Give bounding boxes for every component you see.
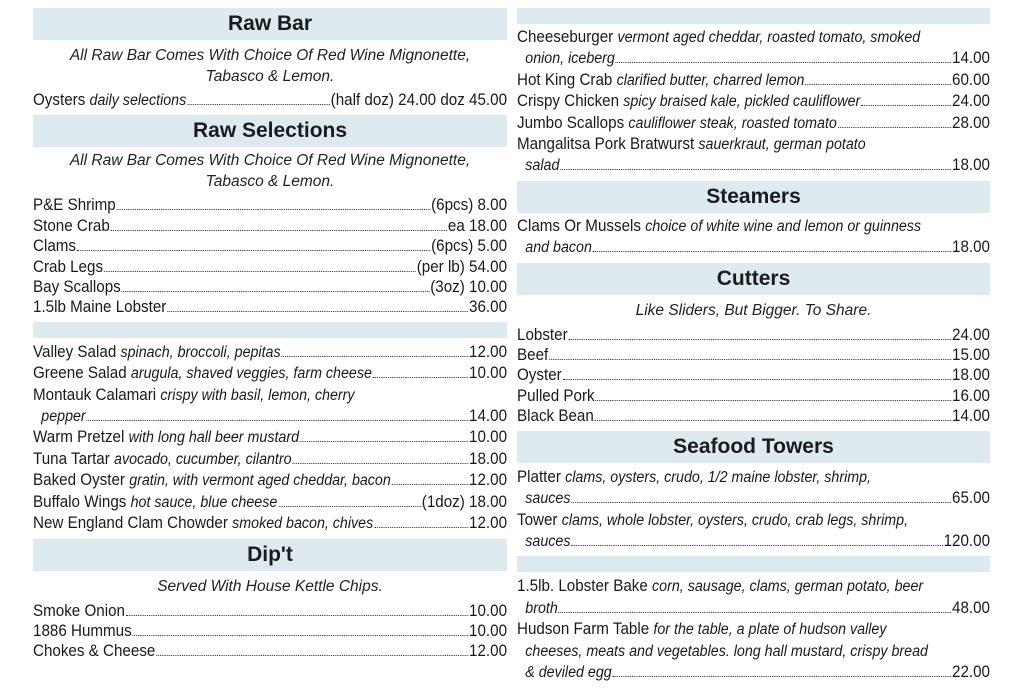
item-price: 14.00 — [952, 407, 991, 426]
leader-dots — [156, 655, 468, 656]
leader-dots — [278, 506, 421, 507]
menu-item — [517, 345, 990, 365]
item-name: Beef — [517, 346, 549, 365]
leader-dots — [559, 612, 951, 613]
section-title: Cutters — [716, 266, 791, 290]
menu-item — [33, 449, 507, 470]
item-description-cont: & deviled egg — [525, 663, 612, 681]
item-description: choice of white wine and lemon or guinness — [645, 217, 922, 235]
item-description-cont: broth — [525, 599, 558, 617]
menu-item — [517, 467, 990, 510]
item-price: 12.00 — [469, 642, 508, 661]
leader-dots — [292, 463, 468, 464]
leader-dots — [373, 377, 468, 378]
menu-item — [33, 641, 507, 661]
item-description: clarified butter, charred lemon — [616, 71, 805, 89]
item-name: Chokes & Cheese — [33, 642, 156, 661]
menu-item — [33, 363, 507, 384]
leader-dots — [300, 441, 468, 442]
section-title: Raw Bar — [227, 12, 313, 35]
item-price: 12.00 — [469, 342, 508, 361]
item-price: 24.00 — [952, 92, 991, 111]
item-name: Jumbo Scallops — [517, 113, 625, 132]
leader-dots — [613, 676, 951, 677]
item-description: cauliflower steak, roasted tomato — [628, 114, 837, 132]
section-title: Dip't — [247, 542, 293, 566]
item-name: Clams — [33, 237, 77, 256]
item-name: Lobster — [517, 325, 568, 344]
item-price: (1doz) 18.00 — [421, 492, 508, 511]
menu-item — [33, 621, 507, 641]
item-price: 28.00 — [952, 113, 991, 132]
item-description: with long hall beer mustard — [128, 429, 300, 447]
menu-item — [33, 297, 507, 317]
section-header-cutters — [517, 263, 990, 295]
leader-dots — [187, 104, 330, 105]
item-price: 10.00 — [469, 621, 508, 640]
note-line: All Raw Bar Comes With Choice Of Red Wine Mignonette, — [69, 47, 471, 64]
section-note: Like Sliders, But Bigger. To Share. — [635, 301, 872, 319]
section-header-raw-bar — [33, 8, 507, 40]
item-price: 16.00 — [952, 386, 991, 405]
item-name: Baked Oyster — [33, 471, 125, 490]
menu-item — [33, 513, 507, 534]
menu-item — [33, 601, 507, 621]
menu-item — [517, 386, 990, 406]
item-name: Crab Legs — [33, 257, 104, 276]
item-description-cont: salad — [525, 157, 560, 175]
item-price: ea 18.00 — [447, 216, 508, 235]
menu-item — [517, 619, 990, 683]
section-note: Served With House Kettle Chips. — [157, 577, 383, 595]
item-price: 14.00 — [469, 407, 508, 426]
item-description: smoked bacon, chives — [232, 515, 374, 533]
menu-item — [517, 325, 990, 345]
menu-item — [33, 216, 507, 236]
leader-dots — [282, 356, 469, 357]
leader-dots — [87, 420, 468, 421]
item-description-cont: onion, iceberg — [525, 50, 615, 68]
menu-item — [33, 195, 507, 215]
section-title: Raw Selections — [192, 119, 348, 143]
leader-dots — [167, 311, 468, 312]
left-column — [33, 0, 507, 662]
section-header-mains — [517, 8, 990, 24]
menu-item — [33, 236, 507, 256]
item-name: Montauk Calamari — [33, 385, 157, 404]
item-price: 18.00 — [952, 238, 991, 257]
leader-dots — [374, 527, 468, 528]
note-line: Tabasco & Lemon. — [205, 68, 335, 85]
leader-dots — [571, 545, 942, 546]
menu-item — [33, 492, 507, 513]
item-price: 10.00 — [469, 364, 508, 383]
section-header-steamers — [517, 181, 990, 213]
item-name: 1.5lb Maine Lobster — [33, 298, 167, 317]
item-description-cont: pepper — [41, 408, 86, 426]
item-description-cont: cheeses, meats and vegetables. long hall mustard, crispy bread — [525, 642, 928, 660]
item-name: Smoke Onion — [33, 601, 125, 620]
item-price: 48.00 — [952, 598, 991, 617]
item-price: 65.00 — [952, 489, 991, 508]
item-price: (6pcs) 5.00 — [431, 237, 508, 256]
item-name: Stone Crab — [33, 216, 110, 235]
item-name: Platter — [517, 467, 561, 486]
section-title: Seafood Towers — [673, 434, 834, 458]
section-note — [33, 147, 507, 195]
item-description: for the table, a plate of hudson valley — [653, 621, 887, 639]
leader-dots — [126, 615, 468, 616]
section-header-specials — [517, 556, 990, 572]
item-description: clams, oysters, crudo, 1/2 maine lobster, shrimp, — [565, 468, 872, 486]
note-line: All Raw Bar Comes With Choice Of Red Wine Mignonette, — [69, 152, 471, 170]
menu-item — [517, 406, 990, 426]
item-description-cont: sauces — [525, 490, 571, 508]
section-header-dipt — [33, 539, 507, 571]
menu-item — [517, 576, 990, 619]
section-header-starters — [33, 322, 507, 338]
item-description: sauerkraut, german potato — [698, 136, 866, 154]
item-name: Tower — [517, 510, 558, 529]
item-name: Buffalo Wings — [33, 492, 127, 511]
item-price: 18.00 — [952, 366, 991, 385]
item-description-cont: sauces — [525, 532, 571, 550]
item-name: Oysters — [33, 91, 86, 109]
menu-item — [517, 216, 990, 259]
section-note — [33, 40, 507, 90]
item-price: 12.00 — [469, 514, 508, 533]
item-price: 18.00 — [952, 156, 991, 175]
item-price: 18.00 — [469, 449, 508, 468]
item-description-cont: and bacon — [525, 239, 592, 257]
section-header-raw-selections — [33, 115, 507, 147]
item-name: Tuna Tartar — [33, 449, 110, 468]
menu-item — [517, 113, 990, 134]
item-name: Valley Salad — [33, 342, 117, 361]
item-name: Hudson Farm Table — [517, 620, 650, 639]
item-price: 36.00 — [469, 298, 508, 317]
item-price: (3oz) 10.00 — [430, 278, 508, 297]
menu-item — [517, 27, 990, 70]
item-description: avocado, cucumber, cilantro — [114, 450, 292, 468]
leader-dots — [595, 420, 951, 421]
item-description: spinach, broccoli, pepitas — [120, 343, 281, 361]
leader-dots — [571, 502, 951, 503]
item-description: daily selections — [89, 92, 187, 109]
menu-item — [517, 91, 990, 112]
item-name: Crispy Chicken — [517, 92, 620, 111]
item-price: 120.00 — [943, 531, 991, 550]
item-name: P&E Shrimp — [33, 196, 116, 215]
leader-dots — [861, 105, 951, 106]
item-name: Clams Or Mussels — [517, 216, 641, 235]
note-line: Tabasco & Lemon. — [205, 173, 335, 191]
leader-dots — [111, 230, 447, 231]
item-description: gratin, with vermont aged cheddar, bacon — [129, 472, 391, 490]
leader-dots — [117, 209, 431, 210]
item-price: 24.00 — [952, 325, 991, 344]
item-price: 60.00 — [952, 70, 991, 89]
leader-dots — [569, 339, 952, 340]
item-description: clams, whole lobster, oysters, crudo, crab legs, shrimp, — [561, 511, 909, 529]
leader-dots — [122, 291, 430, 292]
menu-item — [33, 427, 507, 448]
item-name: New England Clam Chowder — [33, 514, 228, 533]
item-description: corn, sausage, clams, german potato, beer — [652, 578, 924, 596]
menu-item — [33, 470, 507, 491]
item-description: spicy braised kale, pickled cauliflower — [623, 93, 861, 111]
leader-dots — [838, 127, 951, 128]
item-name: Oyster — [517, 366, 562, 385]
item-name: Mangalitsa Pork Bratwurst — [517, 135, 695, 154]
menu-item — [517, 70, 990, 91]
item-price: (half doz) 24.00 doz 45.00 — [330, 91, 508, 109]
leader-dots — [596, 400, 952, 401]
menu-item-oysters — [33, 90, 507, 111]
item-name: Hot King Crab — [517, 70, 613, 89]
leader-dots — [593, 251, 951, 252]
item-description: hot sauce, blue cheese — [130, 493, 278, 511]
leader-dots — [616, 62, 951, 63]
leader-dots — [805, 84, 951, 85]
item-price: 10.00 — [469, 601, 508, 620]
item-description: vermont aged cheddar, roasted tomato, smoked — [617, 29, 921, 46]
item-price: (per lb) 54.00 — [416, 257, 508, 276]
leader-dots — [563, 379, 951, 380]
item-name: Warm Pretzel — [33, 428, 125, 447]
menu-item — [517, 365, 990, 385]
item-description: arugula, shaved veggies, farm cheese — [130, 365, 372, 383]
menu-item — [33, 342, 507, 363]
leader-dots — [104, 271, 416, 272]
item-price: 15.00 — [952, 346, 991, 365]
item-name: Bay Scallops — [33, 278, 121, 297]
menu-item — [33, 277, 507, 297]
item-name: Greene Salad — [33, 364, 127, 383]
leader-dots — [549, 359, 951, 360]
leader-dots — [392, 484, 468, 485]
item-price: 22.00 — [952, 662, 991, 681]
menu-item — [517, 510, 990, 553]
item-description: crispy with basil, lemon, cherry — [160, 386, 355, 404]
menu-item — [33, 257, 507, 277]
leader-dots — [560, 169, 951, 170]
leader-dots — [133, 635, 468, 636]
item-name: Cheeseburger — [517, 28, 614, 46]
menu-item — [517, 134, 990, 177]
item-price: 10.00 — [469, 428, 508, 447]
item-price: 14.00 — [952, 49, 991, 68]
section-title: Steamers — [706, 184, 801, 208]
menu-item — [33, 385, 507, 428]
item-name: 1.5lb. Lobster Bake — [517, 577, 648, 596]
right-column — [517, 0, 990, 683]
leader-dots — [77, 250, 430, 251]
item-name: 1886 Hummus — [33, 621, 132, 640]
item-price: 12.00 — [469, 471, 508, 490]
item-name: Black Bean — [517, 407, 594, 426]
section-header-seafood-towers — [517, 431, 990, 463]
item-name: Pulled Pork — [517, 386, 595, 405]
item-price: (6pcs) 8.00 — [431, 196, 508, 215]
